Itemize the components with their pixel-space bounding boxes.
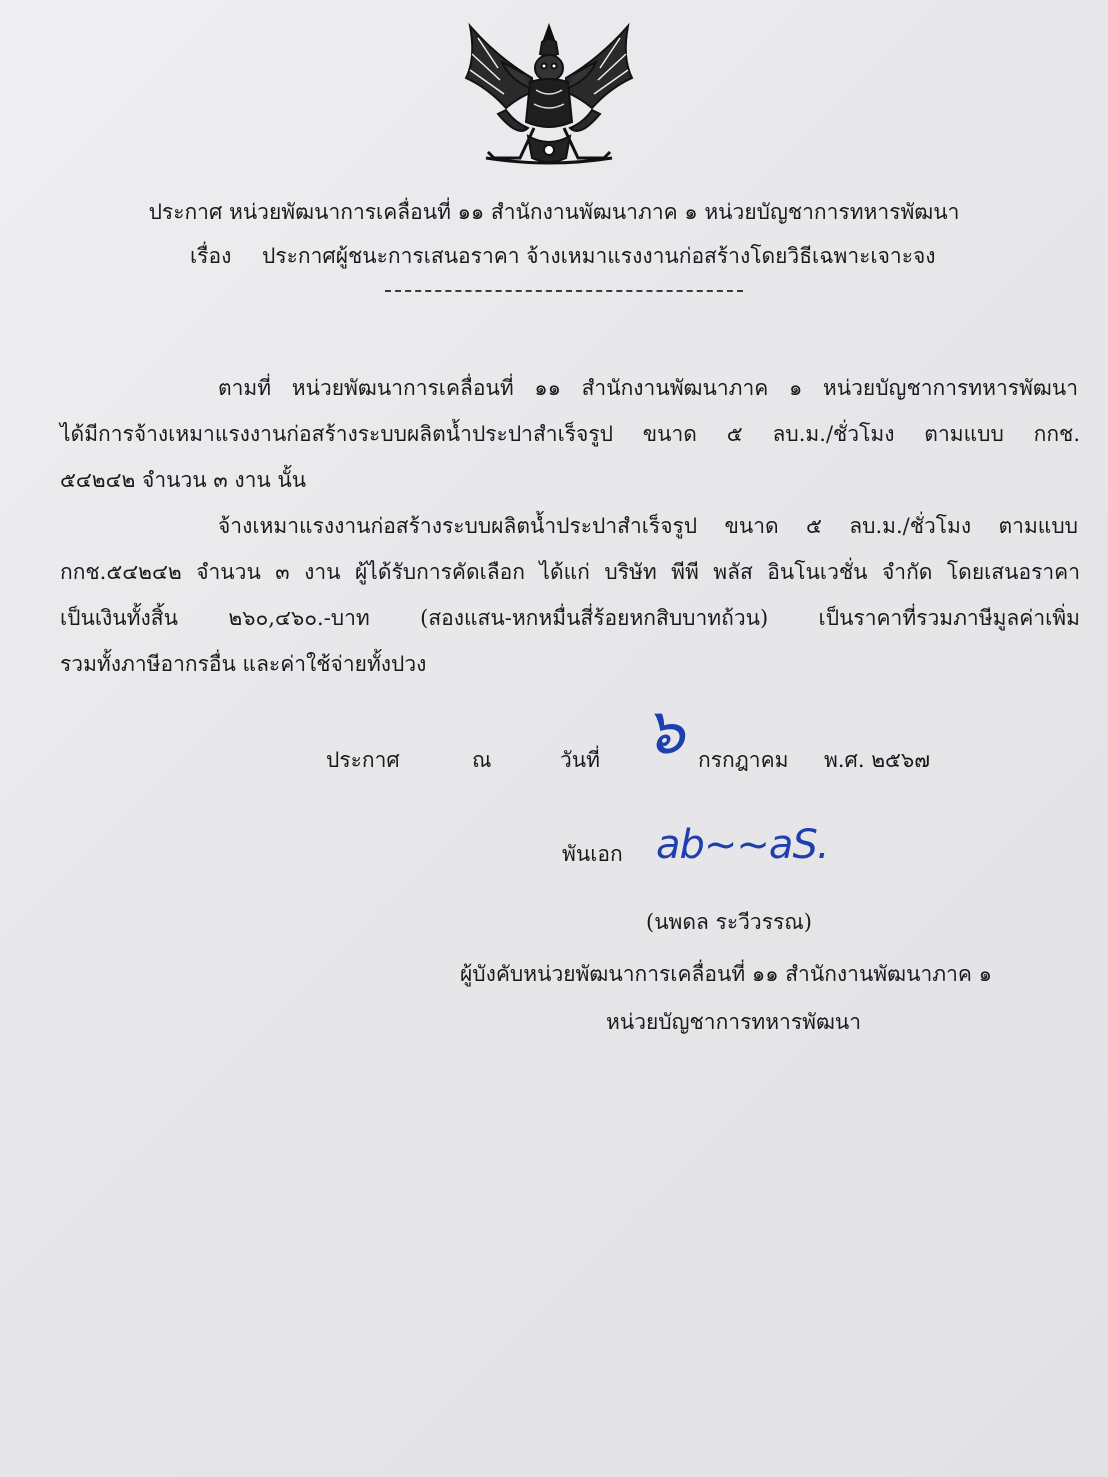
date-at-label: ณ bbox=[472, 748, 492, 772]
paragraph-2-line-2: กกช.๕๔๒๔๒ จำนวน ๓ งาน ผู้ได้รับการคัดเลือก ได้แก่ บริษัท พีพี พลัส อินโนเวชั่น จำกัด โดยเสนอราคา bbox=[60, 560, 1080, 584]
date-day-label: วันที่ bbox=[560, 748, 600, 772]
paragraph-2-line-1: จ้างเหมาแรงงานก่อสร้างระบบผลิตน้ำประปาสำเร็จรูป ขนาด ๕ ลบ.ม./ชั่วโมง ตามแบบ bbox=[218, 514, 1078, 538]
header-divider bbox=[385, 290, 743, 292]
paragraph-1-line-1: ตามที่ หน่วยพัฒนาการเคลื่อนที่ ๑๑ สำนักงานพัฒนาภาค ๑ หน่วยบัญชาการทหารพัฒนา bbox=[218, 376, 1078, 400]
date-year: พ.ศ. ๒๕๖๗ bbox=[824, 748, 931, 772]
signer-position-line-1: ผู้บังคับหน่วยพัฒนาการเคลื่อนที่ ๑๑ สำนักงานพัฒนาภาค ๑ bbox=[460, 962, 992, 986]
signer-position-line-2: หน่วยบัญชาการทหารพัฒนา bbox=[606, 1010, 862, 1034]
signer-name: (นพดล ระวีวรรณ) bbox=[646, 910, 812, 934]
date-announce-label: ประกาศ bbox=[326, 748, 400, 772]
paragraph-2-line-4: รวมทั้งภาษีอากรอื่น และค่าใช้จ่ายทั้งปวง bbox=[60, 652, 427, 676]
document-title: ประกาศ หน่วยพัฒนาการเคลื่อนที่ ๑๑ สำนักงานพัฒนาภาค ๑ หน่วยบัญชาการทหารพัฒนา bbox=[148, 200, 960, 224]
paragraph-2-line-3: เป็นเงินทั้งสิ้น ๒๖๐,๔๖๐.-บาท (สองแสน-หกหมื่นสี่ร้อยหกสิบบาทถ้วน) เป็นราคาที่รวมภาษีมูลค่าเพิ่ม bbox=[60, 606, 1080, 630]
subject-label: เรื่อง bbox=[190, 244, 232, 268]
handwritten-signature: ab~~aS. bbox=[656, 822, 829, 868]
subject-text: ประกาศผู้ชนะการเสนอราคา จ้างเหมาแรงงานก่อสร้างโดยวิธีเฉพาะเจาะจง bbox=[262, 244, 936, 268]
garuda-emblem-icon bbox=[458, 18, 640, 174]
paragraph-1-line-3: ๕๔๒๔๒ จำนวน ๓ งาน นั้น bbox=[60, 468, 307, 492]
date-month: กรกฎาคม bbox=[698, 748, 789, 772]
signer-rank: พันเอก bbox=[562, 842, 623, 866]
paragraph-1-line-2: ได้มีการจ้างเหมาแรงงานก่อสร้างระบบผลิตน้ำประปาสำเร็จรูป ขนาด ๕ ลบ.ม./ชั่วโมง ตามแบบ กกช. bbox=[60, 422, 1080, 446]
handwritten-day: ๖ bbox=[644, 695, 685, 769]
